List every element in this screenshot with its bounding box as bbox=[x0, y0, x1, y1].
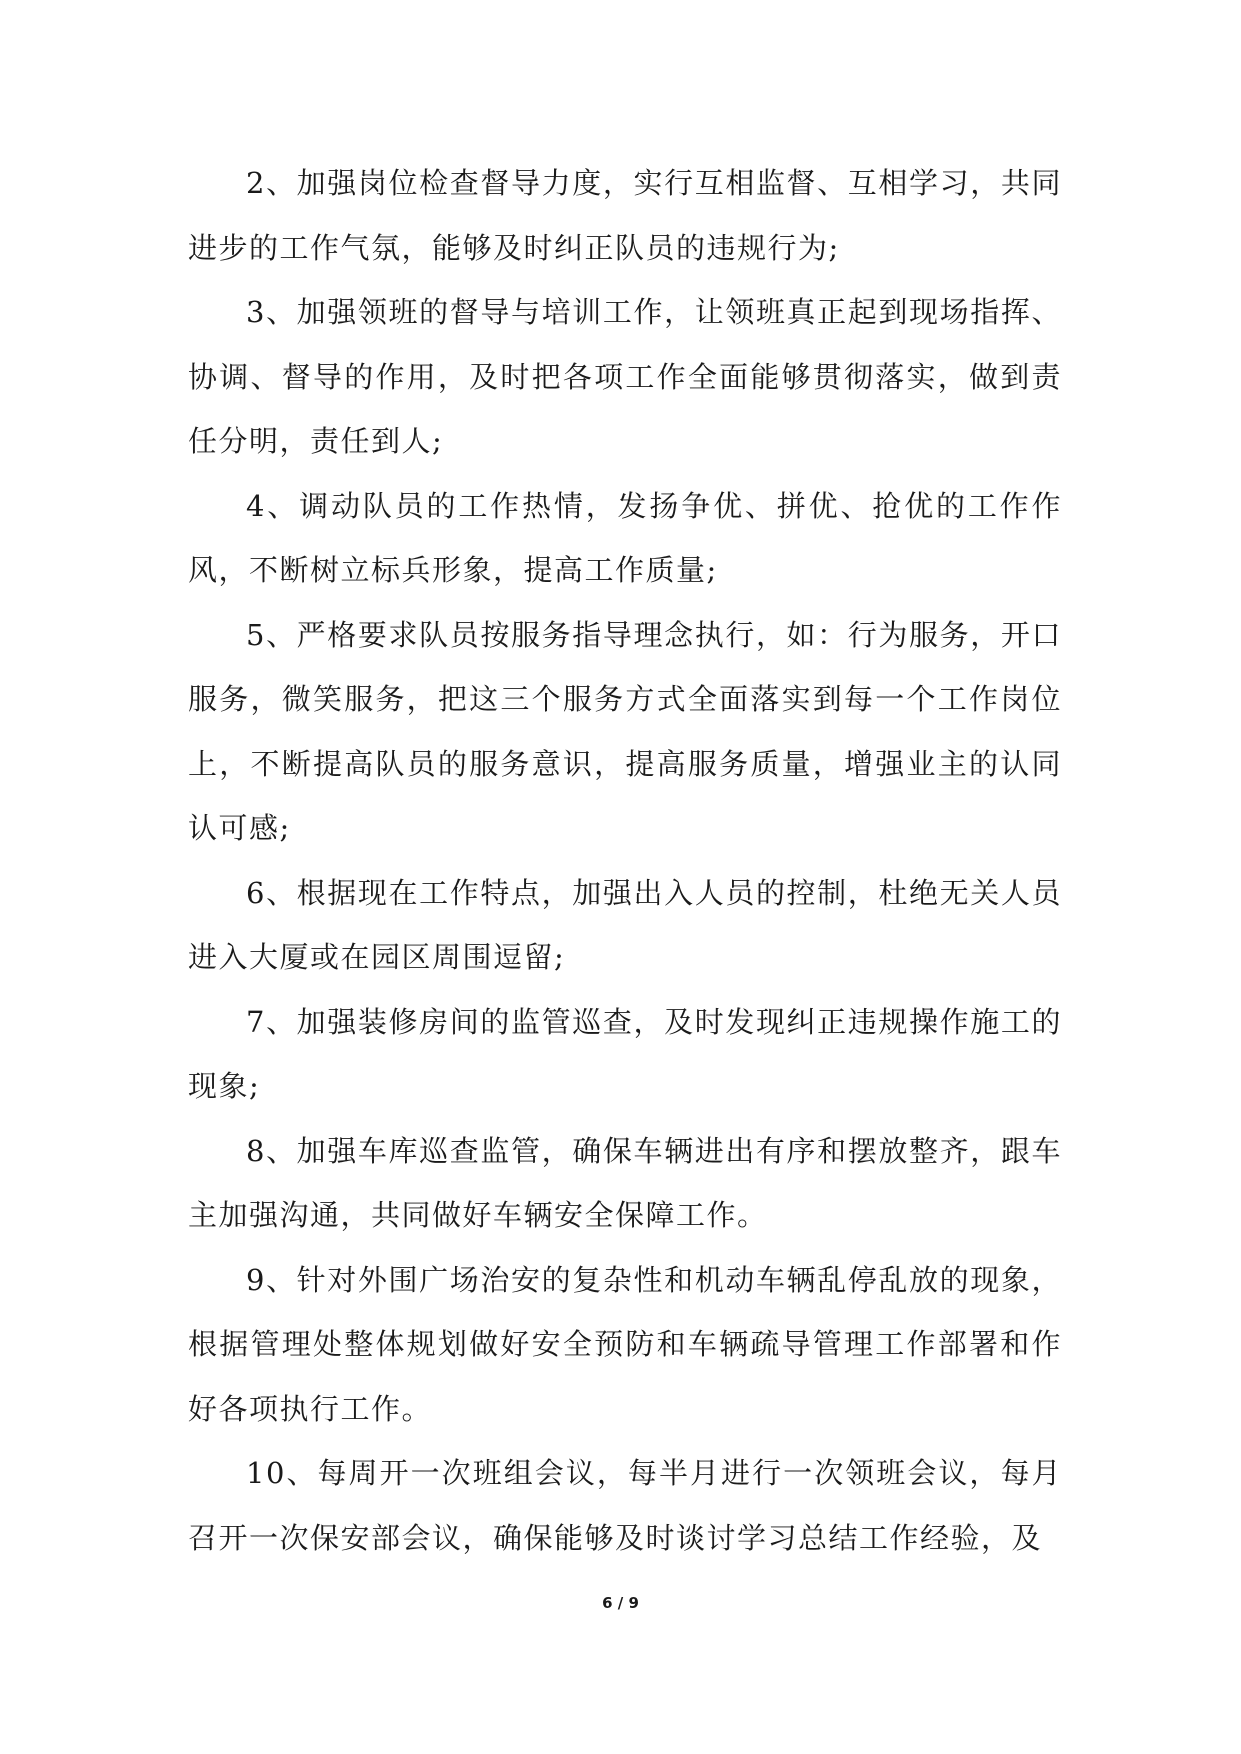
paragraph-item-6: 6、根据现在工作特点，加强出入人员的控制，杜绝无关人员进入大厦或在园区周围逗留; bbox=[188, 875, 1062, 974]
paragraph-item-10: 10、每周开一次班组会议，每半月进行一次领班会议，每月召开一次保安部会议，确保能够及时谈讨学习总结工作经验，及 bbox=[188, 1456, 1062, 1555]
paragraph-item-3: 3、加强领班的督导与培训工作，让领班真正起到现场指挥、协调、督导的作用，及时把各项工作全面能够贯彻落实，做到责任分明，责任到人; bbox=[188, 295, 1062, 458]
paragraph-item-5: 5、严格要求队员按服务指导理念执行，如：行为服务，开口服务，微笑服务，把这三个服务方式全面落实到每一个工作岗位上，不断提高队员的服务意识，提高服务质量，增强业主的认同认可感; bbox=[188, 617, 1062, 845]
paragraph-item-2: 2、加强岗位检查督导力度，实行互相监督、互相学习，共同进步的工作气氛，能够及时纠正队员的违规行为; bbox=[188, 166, 1062, 265]
document-body bbox=[188, 151, 1062, 1570]
paragraph-item-8: 8、加强车库巡查监管，确保车辆进出有序和摆放整齐，跟车主加强沟通，共同做好车辆安全保障工作。 bbox=[188, 1133, 1062, 1232]
paragraph-item-4: 4、调动队员的工作热情，发扬争优、拼优、抢优的工作作风，不断树立标兵形象，提高工作质量; bbox=[188, 488, 1062, 587]
paragraph-item-9: 9、针对外围广场治安的复杂性和机动车辆乱停乱放的现象，根据管理处整体规划做好安全预防和车辆疏导管理工作部署和作好各项执行工作。 bbox=[188, 1262, 1062, 1426]
paragraph-item-7: 7、加强装修房间的监管巡查，及时发现纠正违规操作施工的现象; bbox=[188, 1004, 1062, 1103]
page-number: 6 / 9 bbox=[602, 1594, 639, 1612]
